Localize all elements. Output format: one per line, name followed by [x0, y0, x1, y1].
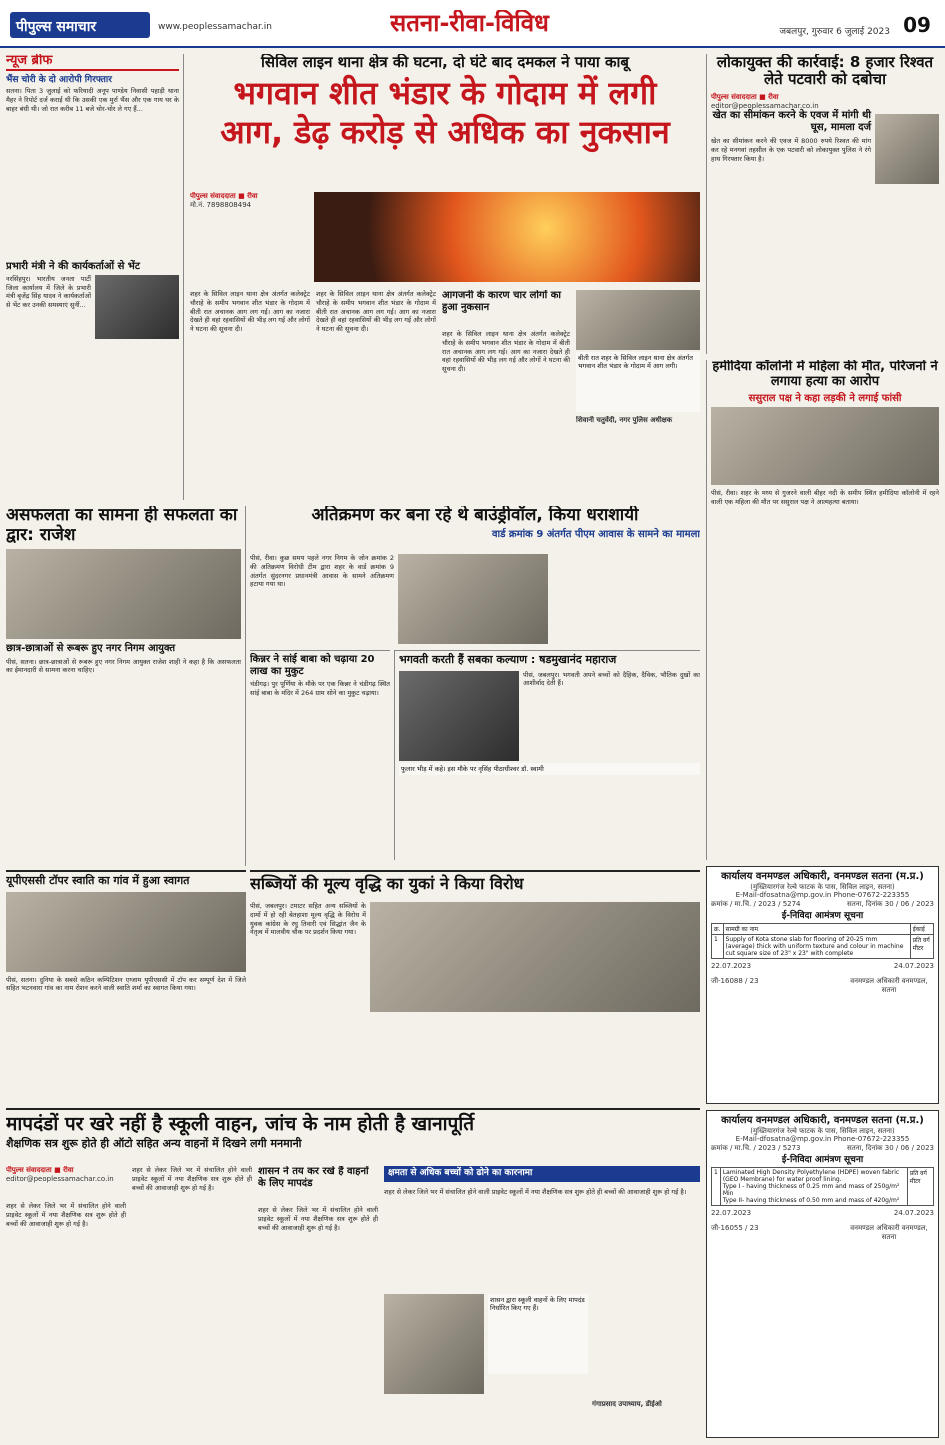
tender2-signature: वनमण्डल अधिकारी वनमण्डल, सतना — [850, 1223, 928, 1241]
bhagwati-photo — [399, 671, 519, 761]
paper-name: पीपुल्स समाचार — [16, 19, 97, 35]
patwari-photo — [875, 114, 939, 184]
paper-logo — [10, 12, 150, 38]
encroachment-headline: अतिक्रमण कर बना रहे थे बाउंड्रीवॉल, किया धराशायी — [311, 506, 639, 525]
upsc-body: पीसं, सतना। दुनिया के सबसे कठिन कम्पिटिशन एग्जाम यूपीएससी में टॉप कर सम्पूर्ण देश में जिले सहित भटनवारा गांव का नाम रोशन करने वाली स्वाति शर्मा का स्वागत किया गया। — [6, 975, 246, 993]
lead-headline-2: आग, डेढ़ करोड़ से अधिक का नुकसान — [220, 113, 670, 152]
encroachment-story — [250, 506, 700, 646]
lokayukta-sub: खेत का सीमांकन करने के एवज में मांगी थी घूस, मामला दर्ज — [712, 110, 871, 133]
lead-headline-1: भगवान शीत भंडार के गोदाम में लगी — [233, 74, 657, 113]
vegetables-body: पीसं, जबलपुर। टमाटर सहित अन्य सब्जियों के दामों में हो रही बेतहाशा मूल्य वृद्धि के विरोध में युवक कांग्रेस के रघु तिवारी एवं सिद्धांत जैन के नेतृत्व में मालवीय चौक पर प्रदर्शन किया गया। — [250, 902, 366, 937]
school-sub: शैक्षणिक सत्र शुरू होते ही ऑटो सहित अन्य वाहनों में दिखने लगी मनमानी — [6, 1136, 302, 1150]
hamidiya-headline: हमीदिया कॉलोनी में महिला की मौत, परिजनों ने लगाया हत्या का आरोप — [712, 360, 938, 389]
lokayukta-email[interactable]: editor@peoplessamachar.co.in — [711, 101, 819, 110]
hamidiya-sub: ससुराल पक्ष ने कहा लड़की ने लगाई फांसी — [748, 392, 902, 404]
lead-photo-caption: आगजनी के कारण चार लोगों का हुआ नुकसान — [442, 290, 561, 313]
tender2-row-unit: प्रति वर्ग मीटर — [907, 1168, 933, 1206]
tender1-col-unit: ईकाई — [910, 924, 933, 935]
bhagwati-caption: फुलार भीड़ में कहे। इस मौके पर नृसिंह पीठाधीश्वर डॉ. स्वामी — [399, 763, 700, 775]
tender2-row-sno: 1 — [712, 1168, 721, 1206]
upsc-story — [6, 870, 246, 1100]
tender2-address: (मुख्तियारगंज रेल्वे फाटक के पास, सिविल लाइन, सतना) — [750, 1126, 895, 1135]
tender1-col-item: सामग्री का नाम — [723, 924, 910, 935]
tender1-contact: E-Mail-dfosatna@mp.gov.in Phone-07672-223355 — [735, 891, 910, 900]
school-body-col3: शहर से लेकर जिले भर में संचालित होने वाली प्राइवेट स्कूलों में नया शैक्षणिक सत्र शुरू होते ही बच्चों की आवाजाही शुरू हो गई है। — [258, 1206, 378, 1232]
kinnar-body: चंडीगढ़। पुर पूर्णिया के मौके पर एक किन्नर ने चंडीगढ़ स्थित सांई बाबा के मंदिर में 264 ग्राम सोने का मुकुट चढ़ाया। — [250, 680, 390, 697]
vegetables-story — [250, 870, 700, 1100]
school-inset-caption: शासन द्वारा स्कूली वाहनों के लिए मापदंड निर्धारित किए गए हैं। — [488, 1294, 588, 1374]
lead-body-col2: शहर के सिविल लाइन थाना क्षेत्र अंतर्गत कलेक्ट्रेट चौराहे के समीप भगवान शीत भंडार के गोदाम में बीती रात अचानक आग लग गई। आग का नजारा देखते ही वहां रहवासियों की भीड़ लग गई और लोगों ने घटना की सूचना दी। — [316, 290, 436, 334]
tender1-close-date: 24.07.2023 — [893, 962, 934, 971]
tender1-col-sno: क्र. — [712, 924, 724, 935]
lead-credit: शिवानी चतुर्वेदी, नगर पुलिस अधीक्षक — [576, 416, 673, 424]
tender2-title: ई-निविदा आमंत्रण सूचना — [781, 1154, 864, 1165]
lokayukta-story — [706, 54, 939, 354]
tender-notice-1 — [706, 866, 939, 1104]
tender2-office: कार्यालय वनमण्डल अधिकारी, वनमण्डल सतना (म.प्र.) — [721, 1115, 924, 1126]
brief-item2-text: नरसिंहपुर। भारतीय जनता पार्टी जिला कार्यालय में जिले के प्रभारी मंत्री बृजेंद्र सिंह यादव ने कार्यकर्ताओं से भेंट कर उनकी समस्याएं सुनीं... — [6, 274, 91, 310]
masthead — [0, 0, 945, 48]
encroachment-sub: वार्ड क्रमांक 9 अंतर्गत पीएम आवास के सामने का मामला — [491, 528, 700, 540]
rajesh-sub: छात्र-छात्राओं से रूबरू हुए नगर निगम आयुक्त — [6, 643, 176, 655]
brief-item1-text: सतना। पिता 3 जुलाई को फरियादी अनूप पाण्डेय निवासी पहाड़ी थाना मैहर ने रिपोर्ट दर्ज कराई थी कि उसकी एक मुर्रा भैंस और एक गाय घर के बाहर बंधी थी। जो रात करीब 11 बजे चोर-चोर ले गए हैं... — [6, 87, 179, 113]
fire-photo — [314, 192, 700, 282]
tender-notice-2 — [706, 1110, 939, 1438]
brief-item1-title: भैंस चोरी के दो आरोपी गिरफ्तार — [6, 74, 112, 85]
brief-item2-title: प्रभारी मंत्री ने की कार्यकर्ताओं से भेंट — [6, 261, 140, 273]
vegetables-photo — [370, 902, 700, 1012]
section-title: सतना-रीवा-विविध — [390, 10, 549, 37]
tender2-ref: क्रमांक / मा.चि. / 2023 / 5273 — [711, 1144, 801, 1152]
kinnar-story — [250, 650, 390, 860]
school-email[interactable]: editor@peoplessamachar.co.in — [6, 1175, 114, 1183]
hamidiya-story — [706, 360, 939, 860]
tender1-title: ई-निविदा आमंत्रण सूचना — [781, 910, 864, 921]
kinnar-headline: किन्नर ने सांई बाबा को चढ़ाया 20 लाख का मुकुट — [250, 654, 375, 677]
tender2-row-desc — [720, 1168, 907, 1206]
rajesh-story — [6, 506, 246, 866]
lead-byline: पीपुल्स संवाददाता ■ रीवा — [190, 192, 258, 200]
upsc-headline: यूपीएससी टॉपर स्वाति का गांव में हुआ स्वागत — [6, 874, 190, 887]
website-link[interactable]: www.peoplessamachar.in — [158, 22, 272, 32]
school-body-col2: शहर से लेकर जिले भर में संचालित होने वाली प्राइवेट स्कूलों में नया शैक्षणिक सत्र शुरू होते ही बच्चों की आवाजाही शुरू हो गई है। — [132, 1166, 252, 1192]
inset-caption: बीती रात शहर के सिविल लाइन थाना क्षेत्र अंतर्गत भगवान शीत भंडार के गोदाम में आग लगी। — [576, 352, 700, 412]
school-inset-photo — [384, 1294, 484, 1394]
bhagwati-headline: भगवती करती हैं सबका कल्याण : षडमुखानंद महाराज — [399, 653, 617, 666]
tender2-close-date: 24.07.2023 — [893, 1209, 934, 1218]
news-brief-label: न्यूज ब्रीफ — [6, 54, 179, 71]
encroachment-body: पीसं, रीवा। कुछ समय पहले नगर निगम के जोन क्रमांक 2 की अतिक्रमण विरोधी टीम द्वारा शहर के वार्ड क्रमांक 9 अंतर्गत सुंदरनगर प्रधानमंत्री आवास के सामने अतिक्रमण हटाया गया था। — [250, 554, 394, 589]
school-byline: पीपुल्स संवाददाता ■ रीवा — [6, 1166, 74, 1174]
school-vehicle-story — [6, 1108, 700, 1438]
bhagwati-body: पीसं, जबलपुर। भगवती अपने बच्चों को दैहिक, दैविक, भौतिक दुखों का आशीर्वाद देती हैं। — [523, 670, 700, 688]
tender1-row-unit: प्रति वर्ग मीटर — [910, 935, 933, 959]
lead-mobile: मो.नं. 7898808494 — [190, 201, 252, 209]
lokayukta-headline: लोकायुक्त की कार्रवाई: 8 हजार रिश्वत लेते पटवारी को दबोचा — [716, 54, 934, 89]
hamidiya-body: पीसं, रीवा। शहर के मध्य से गुजरने वाली बीहर नदी के समीप स्थित हमीदिया कॉलोनी में रहने वाली एक महिला की मौत पर ससुराल पक्ष ने आत्महत्या बताया। — [711, 489, 939, 507]
tender1-ref: क्रमांक / मा.चि. / 2023 / 5274 — [711, 900, 801, 908]
vegetables-headline: सब्जियों की मूल्य वृद्धि का युकां ने किया विरोध — [250, 874, 524, 893]
tender1-row-sno: 1 — [712, 935, 724, 959]
tender1-code: जी-16088 / 23 — [711, 976, 759, 985]
lead-body-col1: शहर के सिविल लाइन थाना क्षेत्र अंतर्गत कलेक्ट्रेट चौराहे के समीप भगवान शीत भंडार के गोदाम में बीती रात अचानक आग लग गई। आग का नजारा देखते ही वहां रहवासियों की भीड़ लग गई और लोगों ने घटना की सूचना दी। — [190, 290, 310, 334]
tender2-row-type2: Type II- having thickness of 0.50 mm and mass of 420g/m² — [722, 1197, 900, 1205]
rajesh-photo — [6, 549, 241, 639]
school-headline: मापदंडों पर खरे नहीं है स्कूली वाहन, जांच के नाम होती है खानापूर्ति — [6, 1113, 475, 1135]
tender1-open-date: 22.07.2023 — [711, 962, 752, 971]
lead-kicker: सिविल लाइन थाना क्षेत्र की घटना, दो घंटे बाद दमकल ने पाया काबू — [261, 54, 629, 71]
rajesh-headline: असफलता का सामना ही सफलता का द्वार: राजेश — [6, 506, 238, 545]
tender2-row-item: Laminated High Density Polyethylene (HDPE) woven fabric (GEO Membrane) for water proof lining. — [722, 1169, 900, 1184]
tender1-row-item: Supply of Kota stone slab for flooring of 20-25 mm (average) thick with uniform texture and colour in machine cut square size of 23" x 23" with complete — [723, 935, 910, 959]
rajesh-body: पीसं, सतना। छात्र-छात्राओं से रूबरू हुए नगर निगम आयुक्त राजेश शाही ने कहा है कि असफलता का ईमानदारी से सामना करना चाहिए। — [6, 657, 241, 675]
lead-body-col3: शहर के सिविल लाइन थाना क्षेत्र अंतर्गत कलेक्ट्रेट चौराहे के समीप भगवान शीत भंडार के गोदाम में बीती रात अचानक आग लग गई। आग का नजारा देखते ही वहां रहवासियों की भीड़ लग गई और लोगों ने घटना की सूचना दी। — [442, 330, 570, 374]
dateline: जबलपुर, गुरुवार 6 जुलाई 2023 — [779, 27, 890, 37]
brief-item2-photo — [95, 275, 179, 339]
school-credit: गंगाप्रसाद उपाध्याय, डीईओ — [592, 1400, 662, 1408]
tender1-signature: वनमण्डल अधिकारी वनमण्डल, सतना — [850, 976, 928, 994]
hamidiya-photo — [711, 407, 939, 485]
school-body-col1: शहर से लेकर जिले भर में संचालित होने वाली प्राइवेट स्कूलों में नया शैक्षणिक सत्र शुरू होते ही बच्चों की आवाजाही शुरू हो गई है। — [6, 1202, 126, 1228]
bhagwati-story — [394, 650, 700, 860]
lokayukta-body: खेत का सीमांकन करने की एवज में 8000 रुपये रिश्वत की मांग कर रहे मनगवां तहसील के एक पटवारी को लोकायुक्त पुलिस ने रंगे हाथ गिरफ्तार किया है। — [711, 137, 871, 163]
lokayukta-byline: पीपुल्स संवाददाता ■ रीवा — [711, 92, 779, 101]
encroachment-photo — [398, 554, 548, 644]
tender1-address: (मुख्तियारगंज रेल्वे फाटक के पास, सिविल लाइन, सतना) — [750, 882, 895, 891]
tender1-office: कार्यालय वनमण्डल अधिकारी, वनमण्डल सतना (म.प्र.) — [721, 871, 924, 882]
tender2-date: सतना, दिनांक 30 / 06 / 2023 — [847, 1144, 934, 1152]
tender2-row-type1: Type I - having thickness of 0.25 mm and mass of 250g/m² Min — [722, 1183, 900, 1198]
lead-story — [190, 54, 700, 500]
tender1-date: सतना, दिनांक 30 / 06 / 2023 — [847, 900, 934, 908]
page-number: 09 — [903, 14, 931, 37]
inset-photo — [576, 290, 700, 350]
school-box-label: शासन ने तय कर रखे हैं वाहनों के लिए मापदंड — [258, 1166, 369, 1189]
tender2-code: जी-16055 / 23 — [711, 1223, 759, 1232]
tender2-contact: E-Mail-dfosatna@mp.gov.in Phone-07672-223355 — [735, 1135, 910, 1144]
school-ribbon: क्षमता से अधिक बच्चों को ढोने का कारनामा — [384, 1166, 700, 1182]
upsc-photo — [6, 892, 246, 972]
school-body-col4: शहर से लेकर जिले भर में संचालित होने वाली प्राइवेट स्कूलों में नया शैक्षणिक सत्र शुरू होते ही बच्चों की आवाजाही शुरू हो गई है। — [384, 1188, 687, 1196]
news-brief-column — [6, 54, 184, 500]
tender2-open-date: 22.07.2023 — [711, 1209, 752, 1218]
